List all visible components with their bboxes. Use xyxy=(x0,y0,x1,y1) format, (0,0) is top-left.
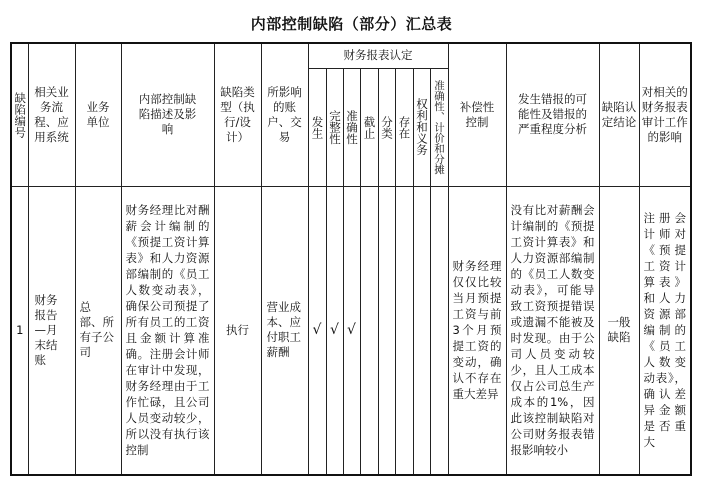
cell-impact: 注册会计师对《预提工资计算表》和人力资源部编制的《员工人数变动表》，确认差异金额是否重大 xyxy=(639,186,691,475)
header-col-compensating: 补偿性控制 xyxy=(448,43,506,186)
cell-assertion-occurrence: √ xyxy=(308,186,326,475)
cell-assertion-valuation xyxy=(430,186,448,475)
header-col-accounts: 所影响的账户、交易 xyxy=(261,43,308,186)
header-col-likelihood: 发生错报的可能性及错报的严重程度分析 xyxy=(506,43,599,186)
header-assertion-completeness: 完整性 xyxy=(326,68,343,186)
page-title: 内部控制缺陷（部分）汇总表 xyxy=(250,15,453,33)
cell-desc: 财务经理比对酬薪会计编制的《预提工资计算表》和人力资源部编制的《员工人数变动表》，确保公司预提了所有员工的工资且金额计算准确。注册会计师在审计中发现，财务经理由于工作忙碌，且公司人员变动较少，所以没有执行该控制 xyxy=(121,186,214,475)
header-assertion-existence: 存在 xyxy=(395,68,413,186)
header-assertion-cutoff: 截止 xyxy=(360,68,378,186)
cell-id: 1 xyxy=(11,186,28,475)
cell-unit: 总 部、所有子公司 xyxy=(75,186,121,475)
header-assertion-rights: 权利和义务 xyxy=(413,68,430,186)
cell-assertion-rights xyxy=(413,186,430,475)
cell-likelihood: 没有比对薪酬会计编制的《预提工资计算表》和人力资源部编制的《员工人数变动表》，可能导致工资预提错误或遗漏不能被及时发现。由于公司人员变动较少，且人工成本仅占公司总生产成本的1%，因此该控制缺陷对公司财务报表错报影响较小 xyxy=(506,186,599,475)
header-assertion-valuation: 准确性、计价和分摊 xyxy=(430,68,448,186)
deficiency-summary-table xyxy=(10,42,692,476)
cell-type: 执行 xyxy=(214,186,261,475)
header-col-process: 相关业务流程、应用系统 xyxy=(28,43,75,186)
cell-accounts: 营业成本、应付职工薪酬 xyxy=(261,186,308,475)
header-row-1 xyxy=(11,43,691,68)
header-group-assertions: 财务报表认定 xyxy=(308,43,448,68)
header-col-desc: 内部控制缺陷描述及影响 xyxy=(121,43,214,186)
cell-assertion-existence xyxy=(395,186,413,475)
cell-assertion-completeness: √ xyxy=(326,186,343,475)
header-assertion-accuracy: 准确性 xyxy=(343,68,360,186)
header-assertion-classification: 分类 xyxy=(378,68,395,186)
header-assertion-occurrence: 发生 xyxy=(308,68,326,186)
header-col-impact: 对相关的财务报表审计工作的影响 xyxy=(639,43,691,186)
header-col-type: 缺陷类型（执行/设计） xyxy=(214,43,261,186)
cell-compensating: 财务经理仅仅比较当月预提工资与前3个月预提工资的变动，确认不存在重大差异 xyxy=(448,186,506,475)
header-col-id: 缺陷编号 xyxy=(11,43,28,186)
cell-assertion-accuracy: √ xyxy=(343,186,360,475)
table-row xyxy=(11,186,691,475)
cell-assertion-cutoff xyxy=(360,186,378,475)
header-col-conclusion: 缺陷认定结论 xyxy=(599,43,639,186)
cell-assertion-classification xyxy=(378,186,395,475)
cell-conclusion: 一般缺陷 xyxy=(599,186,639,475)
cell-process: 财务报告—月末结账 xyxy=(28,186,75,475)
header-col-unit: 业务单位 xyxy=(75,43,121,186)
